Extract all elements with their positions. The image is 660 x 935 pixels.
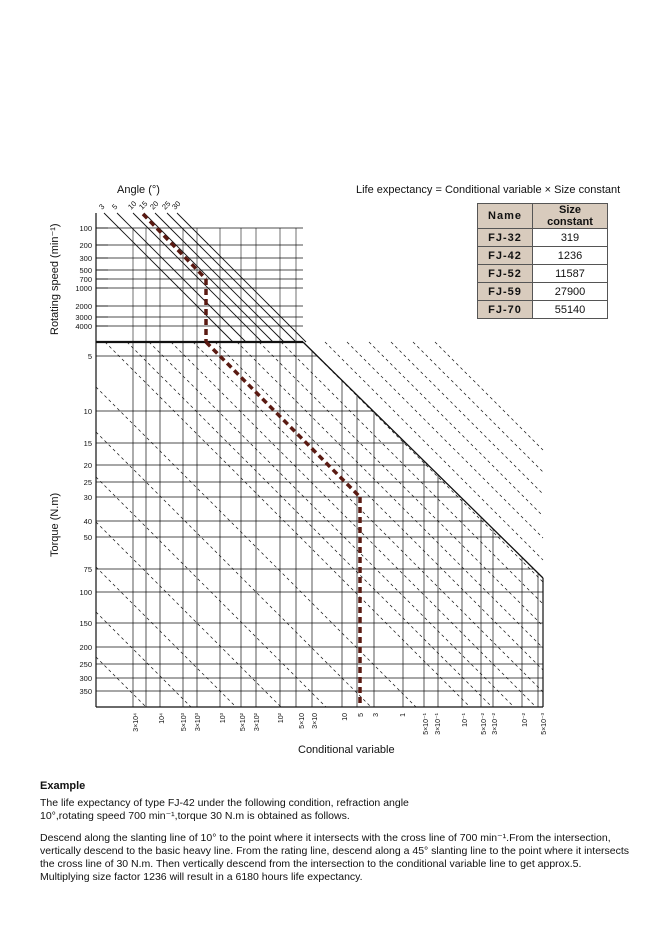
dashed-45-line (281, 342, 543, 604)
dashed-45-line (391, 342, 543, 494)
torque-tick-label: 20 (83, 461, 92, 470)
angle-slanting-line (155, 213, 284, 342)
angle-tick-label: 25 (160, 199, 173, 212)
torque-tick-label: 50 (83, 533, 92, 542)
table-header-name: Name (478, 204, 533, 229)
dashed-45-line (259, 342, 543, 626)
dashed-45-line (347, 342, 543, 538)
conditional-tick-label: 5×10⁻¹ (423, 713, 430, 735)
torque-tick-label: 150 (79, 619, 92, 628)
example-path-slant (143, 214, 206, 279)
conditional-tick-label: 3×10⁻² (492, 713, 499, 735)
conditional-tick-label: 3×10² (254, 713, 261, 732)
angle-slanting-line (104, 213, 233, 342)
formula-text: Life expectancy = Conditional variable × Size constant (356, 184, 621, 196)
table-row (478, 265, 608, 283)
dashed-45-line (96, 432, 371, 707)
angle-tick-label: 20 (148, 199, 161, 212)
dashed-45-line (303, 342, 543, 582)
conditional-tick-label: 5×10³ (181, 713, 188, 732)
angle-tick-label: 15 (137, 199, 150, 212)
conditional-tick-label: 5×10² (240, 713, 247, 732)
conditional-tick-label: 10 (342, 713, 349, 721)
torque-axis-label: Torque (N.m) (49, 492, 61, 557)
example-paragraph-2: Descend along the slanting line of 10° to the point where it intersects with the cross line of 700 min⁻¹.From the intersection, vertically descend to the basic heavy line. From the rating line, descend along a 45° slanting line to the point where it intersects the cross line of 30 N.m. Then vertically descend from the intersection to the conditional variable line to get approx.5. Multiplying size factor 1236 will result in a 6180 hours life expectancy. (40, 832, 630, 883)
dashed-45-line (413, 342, 543, 472)
torque-tick-label: 30 (83, 493, 92, 502)
table-row (478, 229, 608, 247)
size-constant-value: 1236 (533, 247, 608, 265)
model-name: FJ-52 (478, 265, 533, 283)
torque-tick-label: 40 (83, 517, 92, 526)
dashed-45-line (96, 657, 146, 707)
conditional-tick-label: 3×10⁴ (133, 713, 140, 732)
conditional-tick-label: 5×10 (299, 713, 306, 729)
conditional-tick-label: 1 (400, 713, 407, 717)
speed-tick-label: 2000 (75, 302, 92, 311)
dashed-45-line (215, 342, 543, 670)
conditional-variable-title: Conditional variable (298, 744, 395, 756)
conditional-tick-label: 3×10⁻¹ (435, 713, 442, 735)
dashed-45-line (237, 342, 543, 648)
conditional-tick-label: 10⁻² (522, 713, 529, 727)
torque-tick-label: 75 (83, 565, 92, 574)
torque-tick-label: 15 (83, 439, 92, 448)
torque-tick-label: 5 (87, 352, 92, 361)
speed-tick-label: 700 (79, 275, 92, 284)
conditional-tick-label: 5×10⁻² (481, 713, 488, 735)
torque-tick-label: 200 (79, 643, 92, 652)
size-constant-table (477, 203, 608, 319)
angle-slanting-line (133, 213, 262, 342)
model-name: FJ-32 (478, 229, 533, 247)
conditional-tick-label: 10⁻¹ (462, 713, 469, 727)
conditional-tick-label: 5×10⁻³ (541, 713, 548, 735)
dashed-45-line (325, 342, 543, 560)
speed-tick-label: 3000 (75, 313, 92, 322)
conditional-tick-label: 3×10³ (195, 713, 202, 732)
torque-tick-label: 350 (79, 687, 92, 696)
table-row (478, 283, 608, 301)
size-constant-value: 55140 (533, 301, 608, 319)
speed-tick-label: 500 (79, 266, 92, 275)
speed-tick-label: 300 (79, 254, 92, 263)
model-name: FJ-70 (478, 301, 533, 319)
angle-tick-label: 5 (110, 202, 120, 212)
example-title: Example (40, 780, 86, 792)
torque-tick-label: 10 (83, 407, 92, 416)
angle-slanting-line (144, 213, 273, 342)
torque-tick-label: 25 (83, 478, 92, 487)
speed-tick-label: 4000 (75, 322, 92, 331)
angle-slanting-line (167, 213, 296, 342)
dashed-45-line (193, 342, 543, 692)
angle-axis-title: Angle (°) (117, 184, 160, 196)
rating-boundary-line (303, 342, 543, 578)
torque-tick-label: 300 (79, 674, 92, 683)
conditional-tick-label: 3 (373, 713, 380, 717)
conditional-tick-label: 10⁴ (159, 713, 166, 724)
dashed-45-line (96, 567, 236, 707)
angle-tick-label: 30 (170, 199, 183, 212)
rotating-speed-axis-label: Rotating speed (min⁻¹) (49, 223, 61, 335)
torque-tick-label: 100 (79, 588, 92, 597)
example-paragraph-1: The life expectancy of type FJ-42 under the following condition, refraction angle 10°,rotating speed 700 min⁻¹,torque 30 N.m is obtained as follows. (40, 797, 409, 822)
speed-tick-label: 200 (79, 241, 92, 250)
table-row (478, 301, 608, 319)
size-constant-value: 11587 (533, 265, 608, 283)
conditional-tick-label: 3×10 (312, 713, 319, 729)
dashed-45-line (96, 612, 191, 707)
size-constant-value: 319 (533, 229, 608, 247)
dashed-45-line (369, 342, 543, 516)
speed-tick-label: 1000 (75, 284, 92, 293)
dashed-45-line (127, 342, 492, 707)
speed-tick-label: 100 (79, 224, 92, 233)
size-constant-value: 27900 (533, 283, 608, 301)
model-name: FJ-59 (478, 283, 533, 301)
table-row (478, 247, 608, 265)
conditional-tick-label: 5 (358, 713, 365, 717)
angle-slanting-line (117, 213, 246, 342)
dashed-45-line (435, 342, 543, 450)
torque-tick-label: 250 (79, 660, 92, 669)
conditional-tick-label: 10³ (220, 713, 227, 724)
angle-tick-label: 10 (126, 199, 139, 212)
dashed-45-line (96, 522, 281, 707)
conditional-tick-label: 10² (278, 713, 285, 724)
table-header-size-constant: Size constant (533, 204, 608, 229)
angle-slanting-line (177, 213, 306, 342)
angle-tick-label: 3 (97, 202, 107, 212)
model-name: FJ-42 (478, 247, 533, 265)
dashed-45-line (149, 342, 514, 707)
